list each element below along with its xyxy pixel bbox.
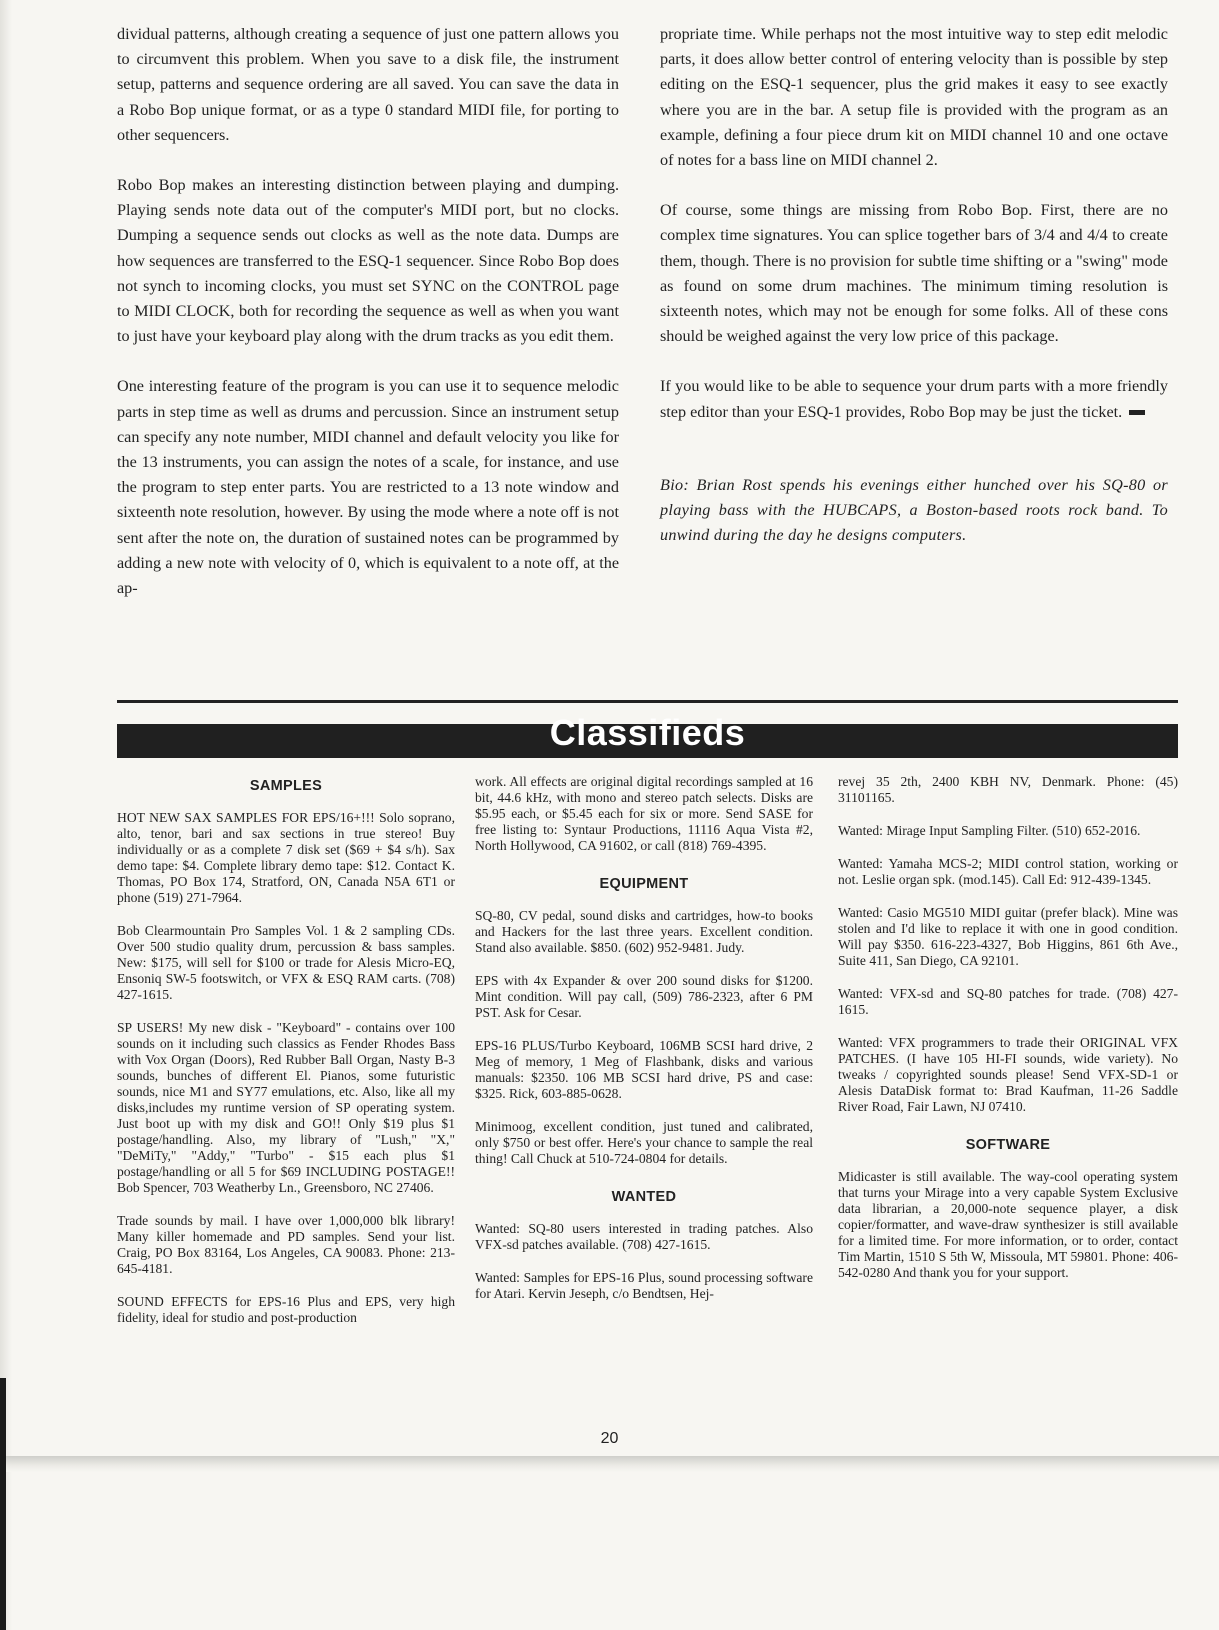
binding-edge — [0, 1378, 6, 1630]
classifieds-column-middle — [475, 774, 813, 1319]
classified-ad: HOT NEW SAX SAMPLES FOR EPS/16+!!! Solo soprano, alto, tenor, bari and sax sections in true stereo! Buy individually or as a complete 7 disk set ($69 + $4 s/h). Sax demo tape: $4. Complete library demo tape: $12. Contact K. Thomas, PO Box 174, Stratford, ON, Canada N5A 6T1 or phone (519) 271-7964. — [117, 810, 455, 905]
classified-ad: work. All effects are original digital recordings sampled at 16 bit, 44.6 kHz, with mono and stereo patch selects. Disks are $5.95 each, or $5.45 each for six or more. Send SASE for free listing to: Syntaur Productions, 11116 Aqua Vista #2, North Hollywood, CA 91602, or call (818) 769-4395. — [475, 774, 813, 853]
classifieds-banner — [117, 712, 1178, 758]
classified-ad: EPS with 4x Expander & over 200 sound disks for $1200. Mint condition. Will pay call, (509) 786-2323, after 6 PM PST. Ask for Cesar. — [475, 973, 813, 1020]
article-column-left — [117, 22, 619, 626]
classified-ad: Minimoog, excellent condition, just tuned and calibrated, only $750 or best offer. Here's your chance to sample the real thing! Call Chuck at 510-724-0804 for details. — [475, 1119, 813, 1166]
article-paragraph: dividual patterns, although creating a sequence of just one pattern allows you to circumvent this problem. When you save to a disk file, the instrument setup, patterns and sequence ordering are all saved. You can save the data in a Robo Bop unique format, or as a type 0 standard MIDI file, for porting to other sequencers. — [117, 25, 619, 144]
wanted-heading: WANTED — [611, 1189, 677, 1205]
article-paragraph: Robo Bop makes an interesting distinction between playing and dumping. Playing sends note data out of the computer's MIDI port, but no clocks. Dumping a sequence sends out clocks as well as the note data. Dumps are how sequences are transferred to the ESQ-1 sequencer. Since Robo Bop does not synch to incoming clocks, you must set SYNC on the CONTROL page to MIDI CLOCK, both for recording the sequence as well as when you want to just have your keyboard play along with the drum tracks as you edit them. — [117, 176, 619, 346]
software-heading: SOFTWARE — [965, 1137, 1051, 1153]
classified-ad: Wanted: Yamaha MCS-2; MIDI control station, working or not. Leslie organ spk. (mod.145). Call Ed: 912-439-1345. — [838, 856, 1178, 887]
article-column-right — [660, 22, 1168, 573]
closing-text: If you would like to be able to sequence your drum parts with a more friendly step editor than your ESQ-1 provides, Robo Bop may be just the ticket. — [660, 377, 1168, 421]
end-of-article-mark — [1129, 410, 1145, 415]
classified-ad: SP USERS! My new disk - "Keyboard" - contains over 100 sounds on it including such classics as Fender Rhodes Bass with Vox Organ (Doors), Red Rubber Ball Organ, Nasty B-3 sounds, bunches of different El. Pianos, some futuristic sounds, nice M1 and SY77 emulations, etc. Also, like all my disks,includes my runtime version of SP operating system. Just boot up with my disk and GO!! Only $19 plus $1 postage/handling. Also, my library of "Lush," "X," "DeMiTy," "Addy," "Turbo" - $15 each plus $1 postage/handling or all 5 for $69 INCLUDING POSTAGE!! Bob Spencer, 703 Weatherby Ln., Greensboro, NC 27406. — [117, 1020, 455, 1195]
classified-ad: Trade sounds by mail. I have over 1,000,000 blk library! Many killer homemade and PD samples. Send your list. Craig, PO Box 83164, Los Angeles, CA 90083. Phone: 213-645-4181. — [117, 1213, 455, 1276]
classifieds-column-left — [117, 774, 455, 1343]
classified-ad: Wanted: SQ-80 users interested in trading patches. Also VFX-sd patches available. (708) 427-1615. — [475, 1221, 813, 1252]
section-divider — [117, 700, 1178, 703]
page-bottom-fold — [0, 1456, 1219, 1472]
classified-ad: Wanted: VFX-sd and SQ-80 patches for trade. (708) 427-1615. — [838, 986, 1178, 1017]
classified-ad: SOUND EFFECTS for EPS-16 Plus and EPS, very high fidelity, ideal for studio and post-production — [117, 1294, 455, 1325]
page-number: 20 — [600, 1430, 619, 1447]
article-paragraph: Of course, some things are missing from Robo Bop. First, there are no complex time signatures. You can splice together bars of 3/4 and 4/4 to create them, though. There is no provision for subtle time shifting or a "swing" mode as found on some drum machines. The minimum timing resolution is sixteenth notes, which may not be enough for some folks. All of these cons should be weighed against the very low price of this package. — [660, 201, 1168, 346]
classified-ad: revej 35 2th, 2400 KBH NV, Denmark. Phone: (45) 31101165. — [838, 774, 1178, 805]
equipment-heading: EQUIPMENT — [599, 876, 689, 892]
classified-ad: Wanted: Casio MG510 MIDI guitar (prefer black). Mine was stolen and I'd like to replace it with one in good condition. Will pay $350. 616-223-4327, Bob Higgins, 861 6th Ave., Suite 411, San Diego, CA 92101. — [838, 905, 1178, 968]
classified-ad: Bob Clearmountain Pro Samples Vol. 1 & 2 sampling CDs. Over 500 studio quality drum, percussion & bass samples. New: $175, will sell for $100 or trade for Alesis Micro-EQ, Ensoniq SW-5 footswitch, or VFX & ESQ RAM carts. (708) 427-1615. — [117, 923, 455, 1002]
classified-ad: Wanted: VFX programmers to trade their ORIGINAL VFX PATCHES. (I have 105 HI-FI sounds, wide variety). No tweaks / copyrighted sounds please! Send VFX-SD-1 or Alesis DataDisk format to: Brad Kaufman, 11-26 Saddle River Road, Fair Lawn, NJ 07410. — [838, 1035, 1178, 1114]
classified-ad: Midicaster is still available. The way-cool operating system that turns your Mirage into a very capable System Exclusive data librarian, a 20,000-note sequence player, a disk copier/formatter, and wave-draw synthesizer is still available for a limited time. For more information, or to order, contact Tim Martin, 1510 S 5th W, Missoula, MT 59801. Phone: 406-542-0280 And thank you for your support. — [838, 1169, 1178, 1280]
article-closing-paragraph — [660, 374, 1168, 424]
classified-ad: EPS-16 PLUS/Turbo Keyboard, 106MB SCSI hard drive, 2 Meg of memory, 1 Meg of Flashbank, disks and various manuals: $2350. 106 MB SCSI hard drive, PS and case: $325. Rick, 603-885-0628. — [475, 1038, 813, 1101]
classified-ad: Wanted: Samples for EPS-16 Plus, sound processing software for Atari. Kervin Jeseph, c/o Bendtsen, Hej- — [475, 1270, 813, 1301]
author-bio: Bio: Brian Rost spends his evenings either hunched over his SQ-80 or playing bass with the HUBCAPS, a Boston-based roots rock band. To unwind during the day he designs computers. — [660, 475, 1168, 545]
classified-ad: SQ-80, CV pedal, sound disks and cartridges, how-to books and Hackers for the last three years. Excellent condition. Stand also available. $850. (602) 952-9481. Judy. — [475, 908, 813, 955]
article-paragraph: One interesting feature of the program is you can use it to sequence melodic parts in step time as well as drums and percussion. Since an instrument setup can specify any note number, MIDI channel and default velocity you like for the 13 instruments, you can assign the notes of a scale, for instance, and use the program to step enter parts. You are restricted to a 13 note window and sixteenth note resolution, however. By using the mode where a note off is not sent after the note on, the duration of sustained notes can be programmed by adding a new note with velocity of 0, which is equivalent to a note off, at the ap- — [117, 377, 619, 598]
samples-heading: SAMPLES — [249, 778, 323, 794]
classifieds-title: Classifieds — [549, 712, 746, 753]
classifieds-column-right — [838, 774, 1178, 1298]
classified-ad: Wanted: Mirage Input Sampling Filter. (510) 652-2016. — [838, 823, 1141, 838]
article-paragraph: propriate time. While perhaps not the most intuitive way to step edit melodic parts, it does allow better control of entering velocity than is possible by step editing on the ESQ-1 sequencer, plus the grid makes it easy to see exactly where you are in the bar. A setup file is provided with the program as an example, defining a four piece drum kit on MIDI channel 10 and one octave of notes for a bass line on MIDI channel 2. — [660, 25, 1168, 170]
